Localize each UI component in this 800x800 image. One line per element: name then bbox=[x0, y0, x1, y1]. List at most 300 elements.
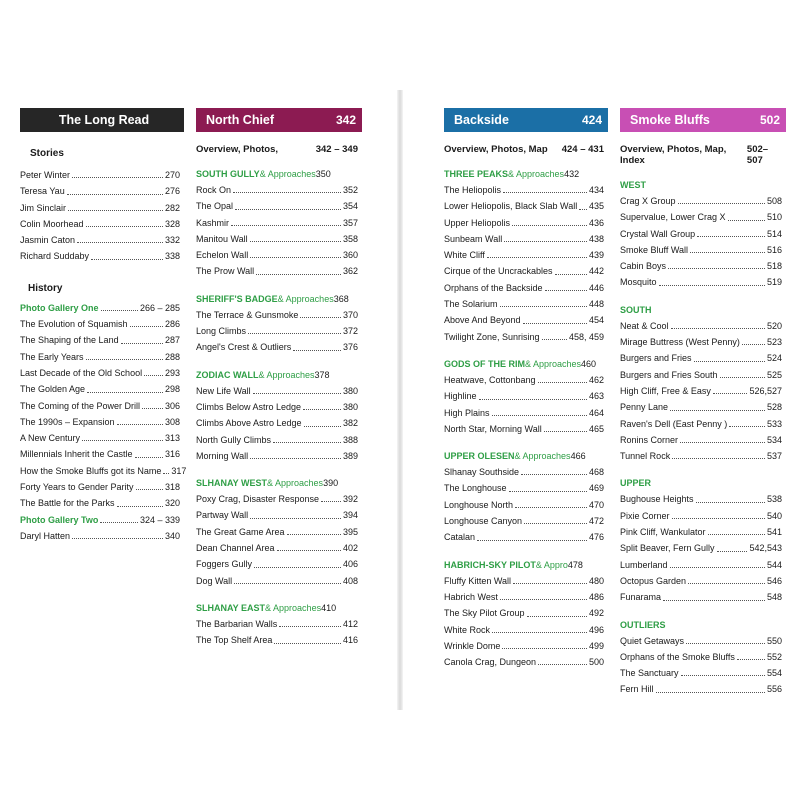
list-item bbox=[196, 383, 362, 399]
list-item bbox=[444, 513, 608, 529]
section-title: SOUTH bbox=[620, 304, 652, 315]
item-page: 439 bbox=[588, 250, 604, 261]
list-item bbox=[20, 463, 187, 479]
section-heading bbox=[196, 169, 362, 179]
item-name: Manitou Wall bbox=[196, 233, 248, 244]
item-name: New Life Wall bbox=[196, 385, 251, 396]
item-name: Octopus Garden bbox=[620, 575, 687, 586]
item-page: 548 bbox=[766, 592, 782, 603]
dot-leader bbox=[479, 399, 587, 400]
item-page: 340 bbox=[164, 530, 180, 541]
item-name: Crystal Wall Group bbox=[620, 228, 696, 239]
dot-leader bbox=[538, 382, 587, 383]
smoke-bluffs-column bbox=[620, 108, 786, 698]
section-approaches: & Approaches bbox=[265, 602, 322, 613]
list-item bbox=[20, 430, 184, 446]
list-item bbox=[620, 274, 786, 290]
item-page: 380 bbox=[342, 385, 358, 396]
section-approaches: & Approaches bbox=[259, 169, 316, 179]
item-name: Dean Channel Area bbox=[196, 543, 275, 554]
item-page: 480 bbox=[588, 575, 604, 586]
dot-leader bbox=[68, 210, 163, 211]
list-item bbox=[196, 339, 362, 355]
item-page: 293 bbox=[164, 367, 180, 378]
item-page: 416 bbox=[342, 635, 358, 646]
item-name: Split Beaver, Fern Gully bbox=[620, 543, 715, 554]
dot-leader bbox=[720, 377, 765, 378]
item-page: 317 bbox=[171, 465, 187, 476]
dot-leader bbox=[524, 523, 587, 524]
item-name: The Opal bbox=[196, 201, 234, 212]
north-chief-overview-pages: 342 – 349 bbox=[315, 144, 358, 155]
section-page: 478 bbox=[567, 559, 583, 570]
list-item bbox=[20, 349, 184, 365]
dot-leader bbox=[163, 473, 169, 474]
item-name: Dog Wall bbox=[196, 575, 233, 586]
item-name: Foggers Gully bbox=[196, 559, 253, 570]
item-page: 446 bbox=[588, 282, 604, 293]
item-page: 542,543 bbox=[749, 543, 782, 554]
dot-leader bbox=[101, 310, 138, 311]
list-item bbox=[620, 258, 786, 274]
item-name: Jim Sinclair bbox=[20, 202, 67, 213]
item-name: Kashmir bbox=[196, 217, 230, 228]
item-page: 372 bbox=[342, 326, 358, 337]
item-name: Twilight Zone, Sunrising bbox=[444, 331, 540, 342]
item-name: Jasmin Caton bbox=[20, 235, 76, 246]
item-page: 382 bbox=[342, 418, 358, 429]
section-title: SLHANAY EAST bbox=[196, 602, 266, 613]
item-name: The Longhouse bbox=[444, 483, 507, 494]
item-name: Poxy Crag, Disaster Response bbox=[196, 494, 320, 505]
item-name: Supervalue, Lower Crag X bbox=[620, 212, 726, 223]
dot-leader bbox=[512, 225, 587, 226]
history-heading: History bbox=[28, 282, 63, 294]
item-page: 534 bbox=[766, 434, 782, 445]
item-page: 376 bbox=[342, 342, 358, 353]
item-page: 352 bbox=[342, 185, 358, 195]
item-name: High Cliff, Free & Easy bbox=[620, 385, 711, 396]
list-item bbox=[20, 216, 184, 232]
item-name: Richard Suddaby bbox=[20, 251, 90, 262]
dot-leader bbox=[250, 458, 341, 459]
item-name: Heatwave, Cottonbang bbox=[444, 374, 536, 385]
item-page: 354 bbox=[342, 201, 358, 212]
item-page: 556 bbox=[766, 684, 782, 695]
item-name: Highline bbox=[444, 391, 477, 402]
dot-leader bbox=[477, 540, 587, 541]
item-page: 395 bbox=[342, 526, 358, 537]
item-page: 510 bbox=[766, 212, 782, 223]
list-item bbox=[444, 198, 608, 214]
item-page: 406 bbox=[342, 559, 358, 570]
dot-leader bbox=[304, 426, 341, 427]
item-page: 412 bbox=[342, 618, 358, 629]
dot-leader bbox=[293, 350, 341, 351]
dot-leader bbox=[502, 648, 587, 649]
dot-leader bbox=[235, 209, 341, 210]
item-page: 519 bbox=[766, 277, 782, 288]
item-page: 541 bbox=[766, 527, 782, 538]
dot-leader bbox=[688, 583, 765, 584]
list-item bbox=[620, 367, 786, 383]
section-page: 378 bbox=[314, 369, 330, 380]
dot-leader bbox=[144, 375, 163, 376]
item-name: Peter Winter bbox=[20, 170, 71, 180]
dot-leader bbox=[500, 599, 587, 600]
dot-leader bbox=[87, 392, 163, 393]
item-page: 468 bbox=[588, 467, 604, 478]
item-page: 538 bbox=[766, 494, 782, 505]
list-item bbox=[444, 622, 608, 638]
item-name: Orphans of the Smoke Bluffs bbox=[620, 651, 735, 662]
dot-leader bbox=[487, 257, 587, 258]
list-item bbox=[620, 334, 786, 350]
item-page: 320 bbox=[164, 498, 180, 509]
item-name: The Terrace & Gunsmoke bbox=[196, 309, 299, 320]
item-name: Millennials Inherit the Castle bbox=[20, 449, 133, 460]
item-name: Cabin Boys bbox=[620, 261, 667, 272]
dot-leader bbox=[708, 534, 765, 535]
item-name: Cirque of the Uncrackables bbox=[444, 266, 553, 277]
list-item bbox=[20, 446, 184, 462]
list-item bbox=[20, 495, 184, 511]
list-item bbox=[620, 557, 786, 573]
list-item bbox=[444, 372, 608, 388]
list-item bbox=[620, 649, 786, 665]
item-page: 518 bbox=[766, 261, 782, 272]
list-item bbox=[196, 307, 362, 323]
dot-leader bbox=[91, 259, 163, 260]
item-page: 544 bbox=[766, 559, 782, 570]
north-chief-overview bbox=[196, 144, 362, 155]
dot-leader bbox=[234, 583, 341, 584]
dot-leader bbox=[672, 518, 765, 519]
dot-leader bbox=[500, 306, 587, 307]
dot-leader bbox=[672, 458, 765, 459]
list-item bbox=[444, 280, 608, 296]
item-name: Ronins Corner bbox=[620, 434, 679, 445]
item-name: White Rock bbox=[444, 624, 491, 635]
north-chief-column bbox=[196, 108, 362, 649]
item-page: 270 bbox=[164, 170, 180, 180]
list-item bbox=[620, 448, 786, 464]
item-page: 528 bbox=[766, 402, 782, 413]
section-heading bbox=[196, 294, 362, 304]
backside-overview-label: Overview, Photos, Map bbox=[444, 144, 548, 155]
long-read-column bbox=[20, 108, 187, 544]
list-item bbox=[196, 491, 362, 507]
item-page: 388 bbox=[342, 434, 358, 445]
section-heading bbox=[444, 560, 608, 570]
item-page: 526,527 bbox=[749, 385, 782, 396]
item-page: 462 bbox=[588, 374, 604, 385]
dot-leader bbox=[717, 551, 748, 552]
list-item bbox=[196, 556, 362, 572]
item-name: The Solarium bbox=[444, 299, 498, 310]
section-approaches: & Approaches bbox=[277, 293, 334, 304]
dot-leader bbox=[545, 290, 587, 291]
item-page: 380 bbox=[342, 401, 358, 412]
backside-header bbox=[444, 108, 608, 132]
list-item bbox=[196, 182, 362, 198]
section-page: 368 bbox=[333, 293, 349, 304]
dot-leader bbox=[697, 236, 765, 237]
item-page: 516 bbox=[766, 244, 782, 255]
dot-leader bbox=[130, 326, 163, 327]
item-name: The 1990s – Expansion bbox=[20, 416, 115, 427]
dot-leader bbox=[678, 203, 765, 204]
item-page: 523 bbox=[766, 337, 782, 348]
section-approaches: & Approaches bbox=[258, 369, 315, 380]
list-item bbox=[620, 350, 786, 366]
list-item bbox=[20, 528, 184, 544]
section-heading bbox=[620, 478, 786, 488]
dot-leader bbox=[248, 333, 341, 334]
section-page: 466 bbox=[570, 451, 586, 462]
backside-title: Backside bbox=[454, 113, 509, 127]
item-page: 357 bbox=[342, 217, 358, 228]
item-page: 266 – 285 bbox=[139, 302, 180, 313]
item-name: Tunnel Rock bbox=[620, 451, 671, 462]
item-name: Lower Heliopolis, Black Slab Wall bbox=[444, 201, 578, 212]
item-page: 360 bbox=[342, 250, 358, 261]
item-page: 288 bbox=[164, 351, 180, 362]
item-page: 318 bbox=[164, 482, 180, 493]
item-page: 554 bbox=[766, 668, 782, 679]
list-item bbox=[620, 432, 786, 448]
item-name: Longhouse Canyon bbox=[444, 516, 523, 527]
item-page: 486 bbox=[588, 591, 604, 602]
section-heading bbox=[444, 451, 608, 461]
item-name: Crag X Group bbox=[620, 196, 676, 206]
dot-leader bbox=[274, 643, 341, 644]
section-page: 432 bbox=[564, 169, 580, 179]
item-name: Forty Years to Gender Parity bbox=[20, 482, 134, 493]
item-page: 533 bbox=[766, 418, 782, 429]
dot-leader bbox=[579, 209, 587, 210]
item-name: Longhouse North bbox=[444, 499, 514, 510]
item-name: The Great Game Area bbox=[196, 526, 285, 537]
item-name: The Coming of the Power Drill bbox=[20, 400, 141, 411]
list-item bbox=[620, 416, 786, 432]
item-page: 465 bbox=[588, 423, 604, 434]
item-name: The Sanctuary bbox=[620, 668, 679, 679]
section-title: OUTLIERS bbox=[620, 619, 666, 630]
smoke-bluffs-overview-label: Overview, Photos, Map, Index bbox=[620, 144, 727, 166]
list-item bbox=[620, 573, 786, 589]
dot-leader bbox=[117, 424, 163, 425]
item-page: 514 bbox=[766, 228, 782, 239]
item-name: The Prow Wall bbox=[196, 266, 255, 277]
item-page: 436 bbox=[588, 217, 604, 228]
smoke-bluffs-page: 502 bbox=[759, 113, 780, 127]
dot-leader bbox=[256, 274, 341, 275]
list-item bbox=[444, 263, 608, 279]
item-name: Pink Cliff, Wankulator bbox=[620, 527, 706, 538]
item-name: Raven's Dell (East Penny ) bbox=[620, 418, 728, 429]
dot-leader bbox=[82, 440, 163, 441]
list-item bbox=[20, 381, 184, 397]
section-title: GODS OF THE RIM bbox=[444, 358, 525, 369]
dot-leader bbox=[136, 489, 163, 490]
list-item bbox=[20, 200, 184, 216]
item-page: 464 bbox=[588, 407, 604, 418]
item-name: Climbs Below Astro Ledge bbox=[196, 401, 302, 412]
list-item bbox=[620, 540, 786, 556]
section-title: UPPER OLESEN bbox=[444, 451, 515, 462]
list-item bbox=[444, 497, 608, 513]
section-page: 460 bbox=[581, 358, 597, 369]
list-item bbox=[20, 232, 184, 248]
list-item bbox=[196, 540, 362, 556]
list-item bbox=[196, 198, 362, 214]
list-item bbox=[620, 681, 786, 697]
list-item bbox=[444, 388, 608, 404]
dot-leader bbox=[728, 220, 765, 221]
list-item bbox=[444, 605, 608, 621]
list-item bbox=[620, 193, 786, 209]
item-name: The Early Years bbox=[20, 351, 84, 362]
list-item bbox=[444, 405, 608, 421]
item-page: 463 bbox=[588, 391, 604, 402]
dot-leader bbox=[713, 393, 748, 394]
item-page: 306 bbox=[164, 400, 180, 411]
dot-leader bbox=[656, 692, 765, 693]
item-name: White Cliff bbox=[444, 250, 485, 261]
dot-leader bbox=[521, 474, 587, 475]
item-name: Morning Wall bbox=[196, 450, 249, 461]
dot-leader bbox=[509, 491, 587, 492]
item-page: 552 bbox=[766, 651, 782, 662]
long-read-title: The Long Read bbox=[58, 113, 150, 127]
list-item bbox=[444, 231, 608, 247]
list-item bbox=[196, 399, 362, 415]
list-item bbox=[444, 329, 608, 345]
section-title: SHERIFF'S BADGE bbox=[196, 293, 278, 304]
dot-leader bbox=[492, 415, 587, 416]
item-page: 316 bbox=[164, 449, 180, 460]
item-page: 540 bbox=[766, 510, 782, 521]
dot-leader bbox=[670, 410, 765, 411]
item-name: Fluffy Kitten Wall bbox=[444, 575, 512, 586]
dot-leader bbox=[538, 664, 587, 665]
section-approaches: & Approaches bbox=[514, 451, 571, 462]
dot-leader bbox=[67, 194, 163, 195]
section-approaches: & Appro bbox=[535, 559, 568, 570]
dot-leader bbox=[135, 457, 163, 458]
item-page: 458, 459 bbox=[568, 331, 604, 342]
list-item bbox=[196, 432, 362, 448]
dot-leader bbox=[542, 339, 567, 340]
dot-leader bbox=[686, 643, 765, 644]
item-page: 313 bbox=[164, 433, 180, 444]
dot-leader bbox=[279, 626, 341, 627]
item-name: Long Climbs bbox=[196, 326, 247, 337]
list-item bbox=[196, 448, 362, 464]
dot-leader bbox=[253, 393, 341, 394]
list-item bbox=[20, 398, 184, 414]
list-item bbox=[444, 312, 608, 328]
dot-leader bbox=[671, 328, 765, 329]
item-name: Colin Moorhead bbox=[20, 218, 84, 229]
item-page: 500 bbox=[588, 657, 604, 668]
north-chief-overview-label: Overview, Photos, bbox=[196, 144, 279, 155]
smoke-bluffs-overview-pages: 502–507 bbox=[746, 144, 769, 166]
dot-leader bbox=[555, 274, 587, 275]
item-page: 434 bbox=[588, 185, 604, 195]
dot-leader bbox=[737, 659, 765, 660]
dot-leader bbox=[663, 600, 765, 601]
item-name: Wrinkle Dome bbox=[444, 640, 501, 651]
section-approaches: & Approaches bbox=[508, 169, 565, 179]
dot-leader bbox=[503, 192, 587, 193]
list-item bbox=[444, 638, 608, 654]
section-heading bbox=[620, 620, 786, 630]
list-item bbox=[444, 215, 608, 231]
item-page: 338 bbox=[164, 251, 180, 262]
dot-leader bbox=[504, 241, 587, 242]
item-name: The Shaping of the Land bbox=[20, 335, 119, 346]
smoke-bluffs-overview bbox=[620, 144, 786, 166]
dot-leader bbox=[523, 323, 587, 324]
item-name: Smoke Bluff Wall bbox=[620, 244, 689, 255]
list-item bbox=[620, 508, 786, 524]
section-heading bbox=[620, 180, 786, 190]
backside-page: 424 bbox=[581, 113, 602, 127]
item-name: A New Century bbox=[20, 433, 81, 444]
dot-leader bbox=[142, 408, 163, 409]
item-page: 525 bbox=[766, 369, 782, 380]
dot-leader bbox=[233, 192, 341, 193]
list-item bbox=[20, 248, 184, 264]
item-page: 454 bbox=[588, 315, 604, 326]
list-item bbox=[620, 589, 786, 605]
smoke-bluffs-header bbox=[620, 108, 786, 132]
section-page: 390 bbox=[323, 478, 339, 489]
stories-heading: Stories bbox=[30, 148, 64, 159]
dot-leader bbox=[121, 343, 163, 344]
dot-leader bbox=[117, 506, 163, 507]
list-item bbox=[20, 512, 184, 528]
list-item bbox=[444, 654, 608, 670]
dot-leader bbox=[231, 225, 341, 226]
north-chief-page: 342 bbox=[335, 113, 356, 127]
list-item bbox=[444, 421, 608, 437]
item-name: North Gully Climbs bbox=[196, 434, 272, 445]
item-name: Climbs Above Astro Ledge bbox=[196, 418, 302, 429]
item-name: How the Smoke Bluffs got its Name bbox=[20, 465, 162, 476]
dot-leader bbox=[321, 501, 341, 502]
section-heading bbox=[620, 305, 786, 315]
item-name: High Plains bbox=[444, 407, 490, 418]
item-page: 408 bbox=[342, 575, 358, 586]
backside-overview bbox=[444, 144, 608, 155]
dot-leader bbox=[696, 502, 765, 503]
section-title: UPPER bbox=[620, 478, 652, 489]
smoke-bluffs-sections bbox=[620, 180, 786, 698]
history-list bbox=[20, 300, 187, 544]
item-page: 389 bbox=[342, 450, 358, 461]
item-name: Catalan bbox=[444, 532, 476, 543]
item-name: Burgers and Fries South bbox=[620, 369, 718, 380]
dot-leader bbox=[544, 431, 587, 432]
section-heading bbox=[196, 478, 362, 488]
item-page: 370 bbox=[342, 309, 358, 320]
item-name: Funarama bbox=[620, 592, 662, 603]
item-name: Mosquito bbox=[620, 277, 657, 288]
list-item bbox=[444, 464, 608, 480]
